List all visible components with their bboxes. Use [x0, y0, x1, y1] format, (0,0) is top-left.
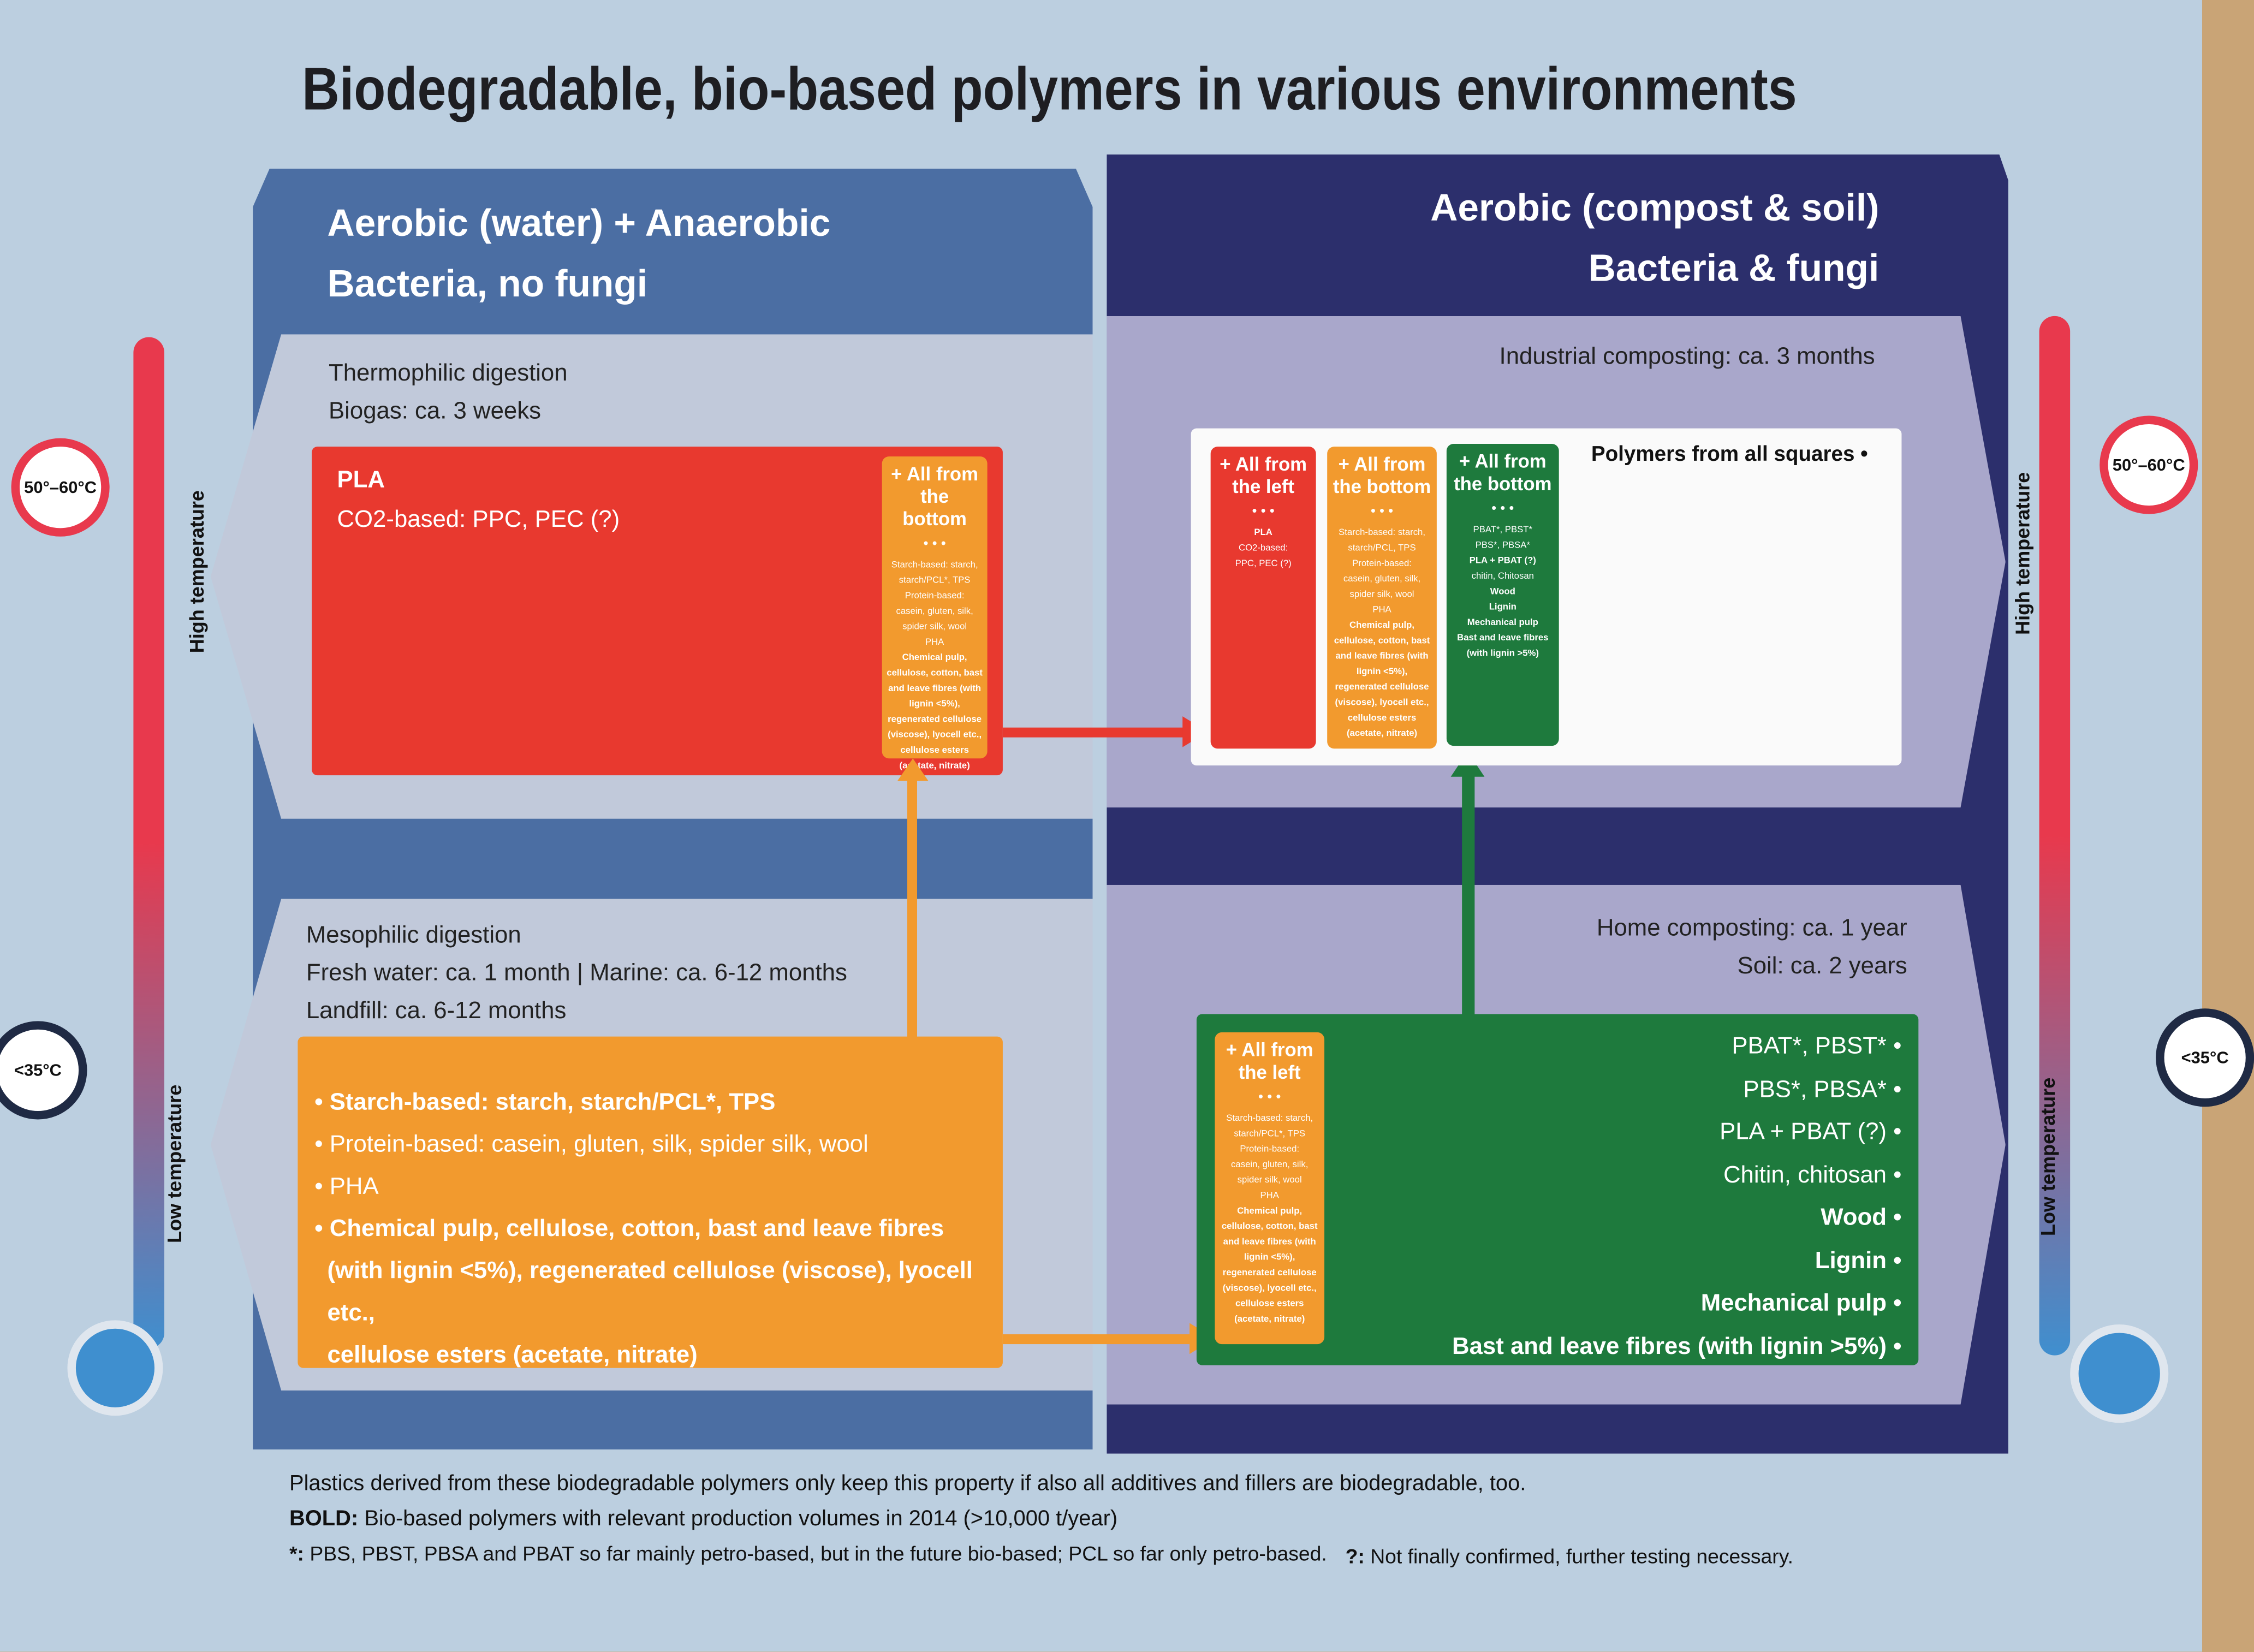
high-temperature-label: High temperature	[185, 490, 208, 653]
mini-heading: + All from the bottom	[1333, 453, 1431, 497]
polymer-item: Bast and leave fibres (with lignin >5%) •	[1452, 1332, 1902, 1359]
arrow-right-orange	[1003, 1334, 1192, 1344]
header-line: Aerobic (compost & soil)	[1430, 187, 1880, 229]
mini-line: PHA	[925, 638, 944, 648]
low-temp-badge-right: <35°C	[2156, 1008, 2254, 1107]
label-line: Biogas: ca. 3 weeks	[329, 397, 542, 424]
high-temp-badge-left: 50°–60°C	[11, 438, 110, 537]
mini-box-all-from-left	[1215, 1032, 1324, 1344]
footer-bold-legend	[289, 1501, 1117, 1536]
mini-line: PLA + PBAT (?)	[1469, 556, 1536, 566]
thermometer-bulb-right	[2070, 1324, 2168, 1423]
mini-line: casein, gluten, silk,	[1231, 1160, 1309, 1170]
polymer-item: PLA + PBAT (?) •	[1720, 1118, 1902, 1145]
label-line: Home composting: ca. 1 year	[1596, 914, 1907, 941]
home-composting-label	[1597, 909, 1907, 985]
polymer-item: cellulose esters (acetate, nitrate)	[327, 1341, 698, 1368]
polymer-item: Wood •	[1821, 1203, 1902, 1231]
footer-note: Plastics derived from these biodegradable polymers only keep this property if also all additives and fillers are biodegradable, too.	[289, 1472, 1526, 1496]
mini-line: Starch-based: starch, starch/PCL*, TPS	[891, 560, 978, 586]
header-line: Bacteria & fungi	[1588, 247, 1880, 289]
polymer-item: (with lignin <5%), regenerated cellulose (viscose), lyocell etc.,	[327, 1257, 973, 1326]
all-squares-label: Polymers from all squares •	[1591, 442, 1868, 467]
mini-box-all-from-bottom	[882, 456, 988, 771]
arrow-up-green	[1462, 775, 1474, 1014]
mini-line: CO2-based:	[1239, 543, 1288, 554]
polymer-item: PBS*, PBSA* •	[1743, 1075, 1902, 1102]
legend-key: ?:	[1345, 1546, 1365, 1569]
dots: • • •	[1252, 504, 1275, 520]
thermophilic-label	[329, 354, 568, 430]
mini-heading: + All from the left	[1226, 1039, 1313, 1083]
polymer-item: PLA	[337, 466, 385, 494]
mini-line: Chemical pulp, cellulose, cotton, bast and leave fibres (with lignin <5%), regenerated cellulose (viscose), lyocell etc., cellulose esters (acetate, nitrate)	[887, 653, 983, 771]
mini-line: Bast and leave fibres (with lignin >5%)	[1457, 633, 1549, 659]
left-panel-header	[327, 194, 830, 314]
mini-line: Starch-based: starch, starch/PCL, TPS	[1339, 528, 1426, 554]
polymer-item: • Starch-based: starch, starch/PCL*, TPS	[314, 1088, 776, 1115]
label-line: Landfill: ca. 6-12 months	[306, 997, 567, 1024]
mini-heading: + All from the bottom	[891, 463, 979, 530]
footer-star-legend	[289, 1538, 1327, 1573]
mini-line: Mechanical pulp	[1467, 617, 1538, 628]
mini-line: PHA	[1260, 1191, 1279, 1201]
right-panel-header	[1430, 179, 1879, 299]
polymer-item: PBAT*, PBST* •	[1732, 1032, 1902, 1059]
mini-line: casein, gluten, silk,	[1343, 574, 1421, 585]
polymer-item: • Protein-based: casein, gluten, silk, spider silk, wool	[314, 1131, 869, 1157]
mini-box-all-from-left	[1211, 447, 1316, 748]
polymer-item: • Chemical pulp, cellulose, cotton, bast and leave fibres	[314, 1215, 944, 1242]
dots: • • •	[1258, 1090, 1281, 1106]
dots: • • •	[1370, 504, 1394, 520]
mini-line: Lignin	[1489, 602, 1516, 613]
mini-heading: + All from the bottom	[1454, 450, 1552, 495]
mini-box-all-from-bottom	[1327, 447, 1437, 748]
legend-text: Bio-based polymers with relevant production volumes in 2014 (>10,000 t/year)	[358, 1507, 1118, 1531]
polymer-item: Chitin, chitosan •	[1723, 1161, 1902, 1188]
mini-line: PHA	[1372, 605, 1391, 615]
legend-text: Not finally confirmed, further testing necessary.	[1364, 1546, 1793, 1569]
mini-line: spider silk, wool	[1237, 1175, 1302, 1186]
mini-line: Starch-based: starch, starch/PCL*, TPS	[1226, 1114, 1313, 1139]
mini-line: Protein-based:	[1352, 558, 1412, 569]
legend-key: *:	[289, 1543, 304, 1566]
mini-line: spider silk, wool	[1349, 590, 1414, 600]
low-temp-badge-left: <35°C	[0, 1021, 87, 1119]
label-line: Soil: ca. 2 years	[1737, 952, 1907, 979]
thermometer-bulb-left	[67, 1320, 163, 1416]
arrow-right-red	[1003, 728, 1185, 738]
high-temperature-label: High temperature	[2011, 472, 2034, 635]
footer-question-legend	[1346, 1541, 1793, 1576]
low-temperature-label: Low temperature	[163, 1084, 186, 1243]
polymer-item: Lignin •	[1815, 1246, 1902, 1274]
label-line: Mesophilic digestion	[306, 921, 521, 948]
mini-line: Chemical pulp, cellulose, cotton, bast and leave fibres (with lignin <5%), regenerated cellulose (viscose), lyocell etc., cellulose esters (acetate, nitrate)	[1334, 621, 1430, 739]
thermometer-left	[133, 337, 164, 1348]
mini-line: spider silk, wool	[902, 622, 967, 632]
low-temperature-label: Low temperature	[2036, 1077, 2059, 1236]
industrial-composting-label: Industrial composting: ca. 3 months	[1499, 342, 1875, 370]
mini-line: chitin, Chitosan	[1471, 572, 1534, 582]
arrow-up-orange	[907, 780, 917, 1039]
mesophilic-label	[306, 916, 847, 1029]
mini-heading: + All from the left	[1220, 453, 1307, 497]
polymer-item: • PHA	[314, 1173, 379, 1200]
label-line: Fresh water: ca. 1 month | Marine: ca. 6-12 months	[306, 959, 847, 987]
mini-line: PBAT*, PBST*	[1473, 525, 1533, 536]
mini-line: PPC, PEC (?)	[1235, 558, 1292, 569]
header-line: Aerobic (water) + Anaerobic	[327, 202, 831, 245]
mini-line: PBS*, PBSA*	[1475, 540, 1530, 551]
polymer-item: Mechanical pulp •	[1700, 1289, 1902, 1316]
legend-key: BOLD:	[289, 1507, 359, 1531]
arrow-head	[897, 758, 929, 781]
mini-line: casein, gluten, silk,	[896, 607, 973, 617]
orange-box	[298, 1037, 1002, 1368]
legend-text: PBS, PBST, PBSA and PBAT so far mainly petro-based, but in the future bio-based; PCL so far only petro-based.	[304, 1543, 1327, 1566]
dots: • • •	[1491, 501, 1514, 517]
dots: • • •	[923, 536, 946, 552]
mini-line: PLA	[1254, 528, 1272, 538]
mini-line: Wood	[1490, 587, 1515, 597]
mini-line: Chemical pulp, cellulose, cotton, bast and leave fibres (with lignin <5%), regenerated cellulose (viscose), lyocell etc., cellulose esters (acetate, nitrate)	[1221, 1206, 1318, 1325]
header-line: Bacteria, no fungi	[327, 263, 648, 305]
label-line: Thermophilic digestion	[329, 359, 568, 387]
high-temp-badge-right: 50°–60°C	[2100, 416, 2198, 514]
mini-line: Protein-based:	[905, 591, 965, 602]
mini-line: Protein-based:	[1240, 1144, 1300, 1155]
poster-title: Biodegradable, bio-based polymers in various environments	[302, 56, 1797, 124]
polymer-item: CO2-based: PPC, PEC (?)	[337, 506, 620, 533]
mini-box-all-from-bottom-green	[1447, 444, 1559, 746]
